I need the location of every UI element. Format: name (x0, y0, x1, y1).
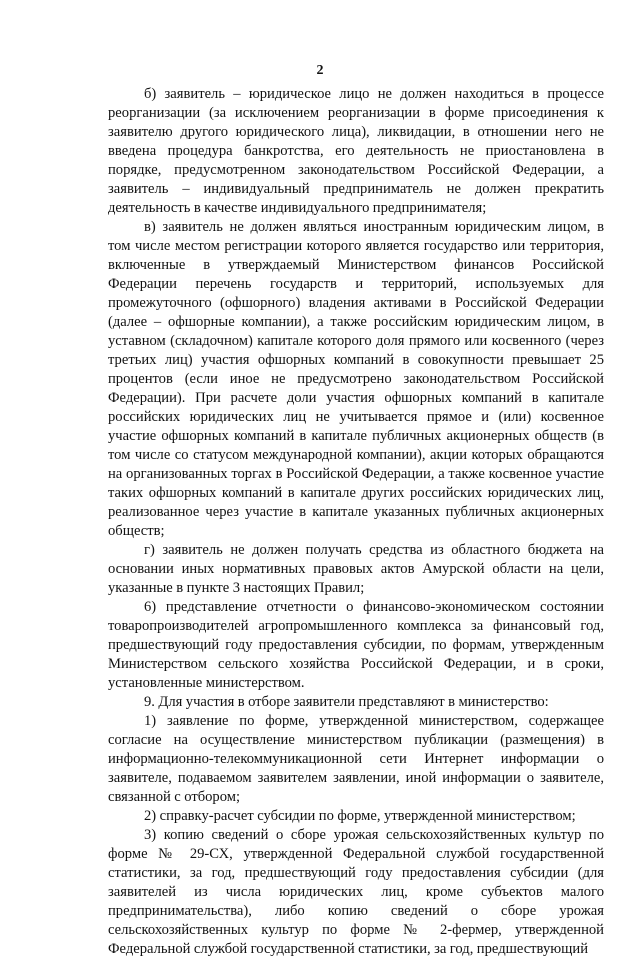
paragraph-section-9: 9. Для участия в отборе заявители представляют в министерство: (144, 694, 549, 710)
paragraph-9-1: 1) заявление по форме, утвержденной министерством, содержащее согласие на осуществление министерством публикации (размещения) в информационно-телекоммуникационной сети Интернет информации о заявителе, подаваемом заявителем заявлении, иной информации о заявителе, связанной с отбором; (108, 713, 604, 805)
paragraph-6b: б) заявитель – юридическое лицо не должен находиться в процессе реорганизации (за исключением реорганизации в форме присоединения к заявителю другого юридического лица), ликвидации, в отношении него не введена процедура банкротства, его деятельность не приостановлена в порядке, предусмотренном законодательством Российской Федерации, а заявитель – индивидуальный предприниматель не должен прекратить деятельность в качестве индивидуального предпринимателя; (108, 86, 604, 216)
paragraph-9-3: 3) копию сведений о сборе урожая сельскохозяйственных культур по форме № 29-СХ, утвержденной Федеральной службой государственной статистики, за год, предшествующий году предоставления субсидии (для заявителей из числа юридических лиц, кроме субъектов малого предпринимательства), либо копию сведений о сборе урожая сельскохозяйственных культур по форме № 2-фермер, утвержденной Федеральной службой государственной статистики, за год, предшествующий (108, 827, 604, 957)
paragraph-item-6: 6) представление отчетности о финансово-экономическом состоянии товаропроизводителей агропромышленного комплекса за финансовый год, предшествующий году предоставления субсидии, по формам, утвержденным Министерством сельского хозяйства Российской Федерации, и в сроки, установленные министерством. (108, 599, 604, 691)
paragraph-6g: г) заявитель не должен получать средства из областного бюджета на основании иных нормативных правовых актов Амурской области на цели, указанные в пункте 3 настоящих Правил; (108, 542, 604, 596)
page-number: 2 (316, 63, 324, 78)
paragraph-9-2: 2) справку-расчет субсидии по форме, утвержденной министерством; (144, 808, 576, 824)
paragraph-6v: в) заявитель не должен являться иностранным юридическим лицом, в том числе местом регистрации которого является государство или территория, включенные в утверждаемый Министерством финансов Российской Федерации перечень государств и территорий, используемых для промежуточного (офшорного) владения активами в Российской Федерации (далее – офшорные компании), а также российским юридическим лицом, в уставном (складочном) капитале которого доля прямого или косвенного (через третьих лиц) участия офшорных компаний в совокупности превышает 25 процентов (если иное не предусмотрено законодательством Российской Федерации). При расчете доли участия офшорных компаний в капитале российских юридических лиц не учитывается прямое и (или) косвенное участие офшорных компаний в капитале публичных акционерных обществ (в том числе со статусом международной компании), акции которых обращаются на организованных торгах в Российской Федерации, а также косвенное участие таких офшорных компаний в капитале других российских юридических лиц, реализованное через участие в капитале указанных публичных акционерных обществ; (108, 219, 604, 539)
document-body (108, 58, 604, 959)
